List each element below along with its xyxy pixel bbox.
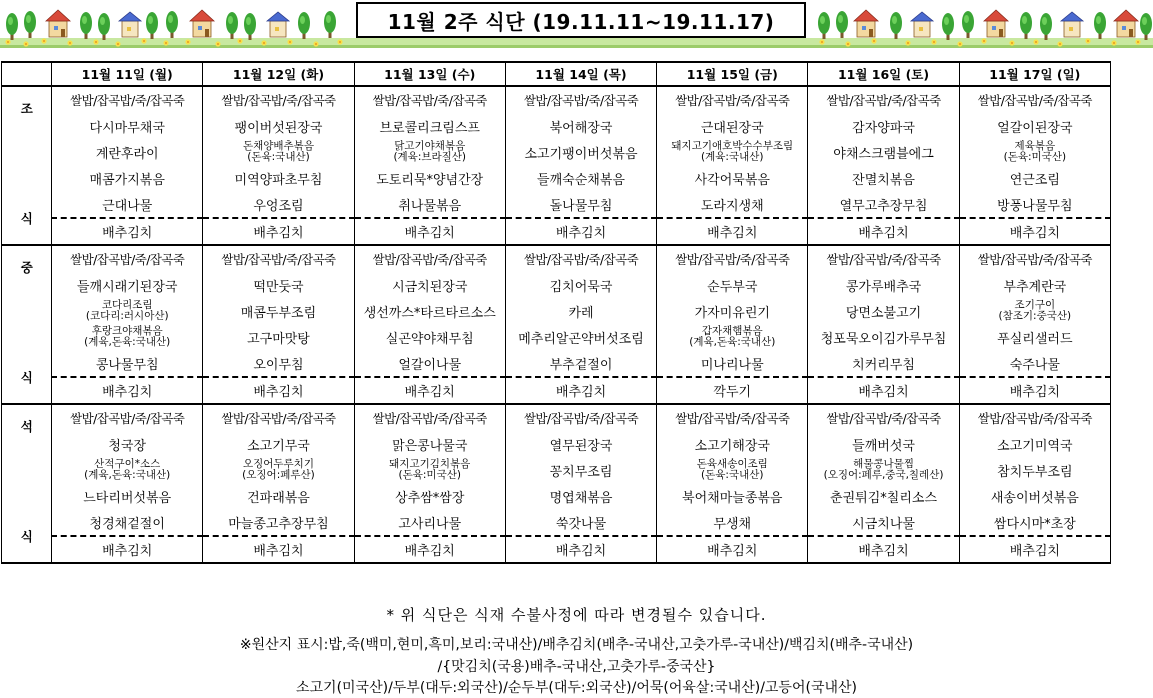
menu-cell: 배추김치 — [52, 377, 203, 404]
menu-cell: 쌀밥/잡곡밥/죽/잡곡죽 — [354, 404, 505, 431]
menu-cell: 쌀밥/잡곡밥/죽/잡곡죽 — [808, 404, 959, 431]
menu-cell: 메추리알곤약버섯조림 — [505, 324, 656, 350]
menu-cell: 쌀밥/잡곡밥/죽/잡곡죽 — [959, 86, 1110, 113]
menu-cell: 제육볶음 (돈육:미국산) — [959, 139, 1110, 165]
menu-row — [2, 113, 1111, 139]
menu-cell: 쌀밥/잡곡밥/죽/잡곡죽 — [203, 404, 354, 431]
meal-label-bottom: 식 — [20, 211, 33, 226]
menu-cell: 근대된장국 — [657, 113, 808, 139]
menu-cell: 들깨버섯국 — [808, 431, 959, 457]
menu-cell: 쌀밥/잡곡밥/죽/잡곡죽 — [657, 404, 808, 431]
menu-cell: 쌀밥/잡곡밥/죽/잡곡죽 — [354, 86, 505, 113]
menu-cell: 시금치나물 — [808, 509, 959, 536]
menu-cell: 소고기팽이버섯볶음 — [505, 139, 656, 165]
menu-row — [2, 218, 1111, 245]
menu-cell: 배추김치 — [354, 218, 505, 245]
menu-cell: 맑은콩나물국 — [354, 431, 505, 457]
change-notice: * 위 식단은 식재 수불사정에 따라 변경될수 있습니다. — [386, 606, 767, 624]
menu-cell: 쌀밥/잡곡밥/죽/잡곡죽 — [505, 245, 656, 272]
menu-cell: 배추김치 — [52, 536, 203, 563]
menu-row — [2, 509, 1111, 536]
menu-cell: 열무고추장무침 — [808, 191, 959, 218]
menu-cell: 쌀밥/잡곡밥/죽/잡곡죽 — [959, 245, 1110, 272]
menu-cell: 취나물볶음 — [354, 191, 505, 218]
menu-cell: 쌀밥/잡곡밥/죽/잡곡죽 — [52, 245, 203, 272]
menu-cell: 도라지생채 — [657, 191, 808, 218]
menu-cell: 부추계란국 — [959, 272, 1110, 298]
menu-cell: 매콤두부조림 — [203, 298, 354, 324]
menu-cell: 춘권튀김*칠리소스 — [808, 483, 959, 509]
menu-cell: 얼갈이된장국 — [959, 113, 1110, 139]
menu-cell: 배추김치 — [808, 536, 959, 563]
menu-row — [2, 298, 1111, 324]
menu-cell: 얼갈이나물 — [354, 350, 505, 377]
menu-cell: 들깨시래기된장국 — [52, 272, 203, 298]
menu-row — [2, 350, 1111, 377]
menu-cell: 명엽채볶음 — [505, 483, 656, 509]
meal-label — [2, 245, 52, 404]
menu-cell: 배추김치 — [959, 218, 1110, 245]
menu-cell: 쌀밥/잡곡밥/죽/잡곡죽 — [657, 86, 808, 113]
menu-cell: 북어채마늘종볶음 — [657, 483, 808, 509]
menu-cell: 방풍나물무침 — [959, 191, 1110, 218]
menu-cell: 깍두기 — [657, 377, 808, 404]
menu-cell: 돌나물무침 — [505, 191, 656, 218]
menu-cell: 청경채겉절이 — [52, 509, 203, 536]
menu-cell: 배추김치 — [505, 377, 656, 404]
menu-cell: 돼지고기김치볶음 (돈육:미국산) — [354, 457, 505, 483]
menu-cell: 청포묵오이김가루무침 — [808, 324, 959, 350]
day-header: 11월 14일 (목) — [505, 62, 656, 86]
menu-cell: 새송이버섯볶음 — [959, 483, 1110, 509]
menu-cell: 쌀밥/잡곡밥/죽/잡곡죽 — [52, 404, 203, 431]
menu-cell: 쌀밥/잡곡밥/죽/잡곡죽 — [505, 86, 656, 113]
menu-cell: 배추김치 — [657, 536, 808, 563]
menu-cell: 배추김치 — [808, 218, 959, 245]
menu-cell: 배추김치 — [203, 536, 354, 563]
menu-cell: 가자미유린기 — [657, 298, 808, 324]
menu-cell: 배추김치 — [354, 536, 505, 563]
menu-row — [2, 165, 1111, 191]
menu-cell: 치커리무침 — [808, 350, 959, 377]
menu-cell: 미나리나물 — [657, 350, 808, 377]
menu-row — [2, 324, 1111, 350]
menu-cell: 배추김치 — [959, 377, 1110, 404]
menu-cell: 감자양파국 — [808, 113, 959, 139]
menu-cell: 꽁치무조림 — [505, 457, 656, 483]
menu-cell: 북어해장국 — [505, 113, 656, 139]
meal-label — [2, 86, 52, 245]
menu-row — [2, 483, 1111, 509]
day-header: 11월 16일 (토) — [808, 62, 959, 86]
menu-cell: 배추김치 — [52, 218, 203, 245]
menu-cell: 미역양파초무침 — [203, 165, 354, 191]
menu-cell: 순두부국 — [657, 272, 808, 298]
menu-cell: 돈육새송이조림 (돈육:국내산) — [657, 457, 808, 483]
menu-cell: 쌀밥/잡곡밥/죽/잡곡죽 — [354, 245, 505, 272]
menu-cell: 쑥갓나물 — [505, 509, 656, 536]
origin-line-1: ※원산지 표시:밥,죽(백미,현미,흑미,보리:국내산)/배추김치(배추-국내산,고춧가루-국내산)/백김치(배추-국내산) — [239, 637, 914, 653]
menu-cell: 야채스크램블에그 — [808, 139, 959, 165]
menu-cell: 쌀밥/잡곡밥/죽/잡곡죽 — [52, 86, 203, 113]
menu-cell: 카레 — [505, 298, 656, 324]
menu-cell: 오징어두루치기 (오징어:페루산) — [203, 457, 354, 483]
menu-cell: 근대나물 — [52, 191, 203, 218]
day-header: 11월 11일 (월) — [52, 62, 203, 86]
menu-cell: 쌈다시마*초장 — [959, 509, 1110, 536]
menu-cell: 쌀밥/잡곡밥/죽/잡곡죽 — [505, 404, 656, 431]
menu-row — [2, 245, 1111, 272]
menu-cell: 소고기해장국 — [657, 431, 808, 457]
menu-cell: 마늘종고추장무침 — [203, 509, 354, 536]
menu-cell: 배추김치 — [354, 377, 505, 404]
menu-cell: 당면소불고기 — [808, 298, 959, 324]
menu-cell: 다시마무채국 — [52, 113, 203, 139]
menu-cell: 코다리조림 (코다리:러시아산) — [52, 298, 203, 324]
day-header-row — [2, 62, 1111, 86]
menu-cell: 우엉조림 — [203, 191, 354, 218]
menu-cell: 조기구이 (참조기:중국산) — [959, 298, 1110, 324]
day-header: 11월 13일 (수) — [354, 62, 505, 86]
menu-cell: 청국장 — [52, 431, 203, 457]
menu-cell: 후랑크야채볶음 (계육,돈육:국내산) — [52, 324, 203, 350]
menu-cell: 쌀밥/잡곡밥/죽/잡곡죽 — [203, 86, 354, 113]
menu-cell: 배추김치 — [959, 536, 1110, 563]
menu-cell: 푸실리샐러드 — [959, 324, 1110, 350]
day-header: 11월 15일 (금) — [657, 62, 808, 86]
menu-cell: 연근조림 — [959, 165, 1110, 191]
menu-row — [2, 404, 1111, 431]
menu-cell: 참치두부조림 — [959, 457, 1110, 483]
menu-cell: 느타리버섯볶음 — [52, 483, 203, 509]
menu-cell: 콩나물무침 — [52, 350, 203, 377]
menu-cell: 계란후라이 — [52, 139, 203, 165]
menu-cell: 돈채양배추볶음 (돈육:국내산) — [203, 139, 354, 165]
menu-cell: 배추김치 — [203, 377, 354, 404]
menu-cell: 쌀밥/잡곡밥/죽/잡곡죽 — [657, 245, 808, 272]
menu-body — [2, 86, 1111, 563]
menu-cell: 숙주나물 — [959, 350, 1110, 377]
weekly-menu-table — [1, 61, 1111, 564]
menu-cell: 고구마맛탕 — [203, 324, 354, 350]
meal-label-top: 석 — [20, 419, 33, 434]
menu-cell: 배추김치 — [505, 218, 656, 245]
menu-cell: 팽이버섯된장국 — [203, 113, 354, 139]
menu-cell: 생선까스*타르타르소스 — [354, 298, 505, 324]
menu-cell: 상추쌈*쌈장 — [354, 483, 505, 509]
menu-cell: 콩가루배추국 — [808, 272, 959, 298]
menu-row — [2, 272, 1111, 298]
menu-cell: 떡만둣국 — [203, 272, 354, 298]
header-corner — [2, 62, 52, 86]
menu-cell: 배추김치 — [657, 218, 808, 245]
menu-cell: 쌀밥/잡곡밥/죽/잡곡죽 — [203, 245, 354, 272]
meal-label-bottom: 식 — [20, 370, 33, 385]
menu-cell: 쌀밥/잡곡밥/죽/잡곡죽 — [959, 404, 1110, 431]
menu-row — [2, 191, 1111, 218]
menu-cell: 도토리묵*양념간장 — [354, 165, 505, 191]
meal-label-bottom: 식 — [20, 529, 33, 544]
menu-cell: 쌀밥/잡곡밥/죽/잡곡죽 — [808, 86, 959, 113]
menu-cell: 배추김치 — [505, 536, 656, 563]
menu-cell: 돼지고기애호박수수부조림 (계육:국내산) — [657, 139, 808, 165]
menu-cell: 산적구이*소스 (계육,돈육:국내산) — [52, 457, 203, 483]
menu-cell: 건파래볶음 — [203, 483, 354, 509]
menu-title: 11월 2주 식단 (19.11.11~19.11.17) — [356, 2, 806, 38]
menu-cell: 닭고기야채볶음 (계육:브라질산) — [354, 139, 505, 165]
day-header: 11월 12일 (화) — [203, 62, 354, 86]
meal-label — [2, 404, 52, 563]
meal-label-top: 중 — [20, 260, 33, 275]
menu-row — [2, 139, 1111, 165]
menu-cell: 브로콜리크림스프 — [354, 113, 505, 139]
menu-row — [2, 86, 1111, 113]
menu-cell: 매콤가지볶음 — [52, 165, 203, 191]
menu-cell: 무생채 — [657, 509, 808, 536]
menu-cell: 김치어묵국 — [505, 272, 656, 298]
menu-cell: 잔멸치볶음 — [808, 165, 959, 191]
menu-row — [2, 431, 1111, 457]
menu-cell: 해물콩나물찜 (오징어:페루,중국,칠레산) — [808, 457, 959, 483]
menu-cell: 오이무침 — [203, 350, 354, 377]
menu-cell: 실곤약야채무침 — [354, 324, 505, 350]
menu-cell: 열무된장국 — [505, 431, 656, 457]
origin-line-3: 소고기(미국산)/두부(대두:외국산)/순두부(대두:외국산)/어묵(어육살:국내산)/고등어(국내산) — [296, 680, 857, 696]
menu-cell: 들깨숙순채볶음 — [505, 165, 656, 191]
menu-cell: 시금치된장국 — [354, 272, 505, 298]
menu-cell: 소고기미역국 — [959, 431, 1110, 457]
menu-row — [2, 377, 1111, 404]
menu-cell: 배추김치 — [203, 218, 354, 245]
menu-row — [2, 536, 1111, 563]
menu-cell: 갑자채햄볶음 (계육,돈육:국내산) — [657, 324, 808, 350]
menu-cell: 소고기무국 — [203, 431, 354, 457]
day-header: 11월 17일 (일) — [959, 62, 1110, 86]
menu-row — [2, 457, 1111, 483]
menu-cell: 배추김치 — [808, 377, 959, 404]
meal-label-top: 조 — [20, 101, 33, 116]
menu-cell: 사각어묵볶음 — [657, 165, 808, 191]
origin-line-2: /{맛김치(국용)배추-국내산,고춧가루-중국산} — [437, 659, 716, 675]
menu-cell: 고사리나물 — [354, 509, 505, 536]
menu-cell: 부추겉절이 — [505, 350, 656, 377]
menu-cell: 쌀밥/잡곡밥/죽/잡곡죽 — [808, 245, 959, 272]
